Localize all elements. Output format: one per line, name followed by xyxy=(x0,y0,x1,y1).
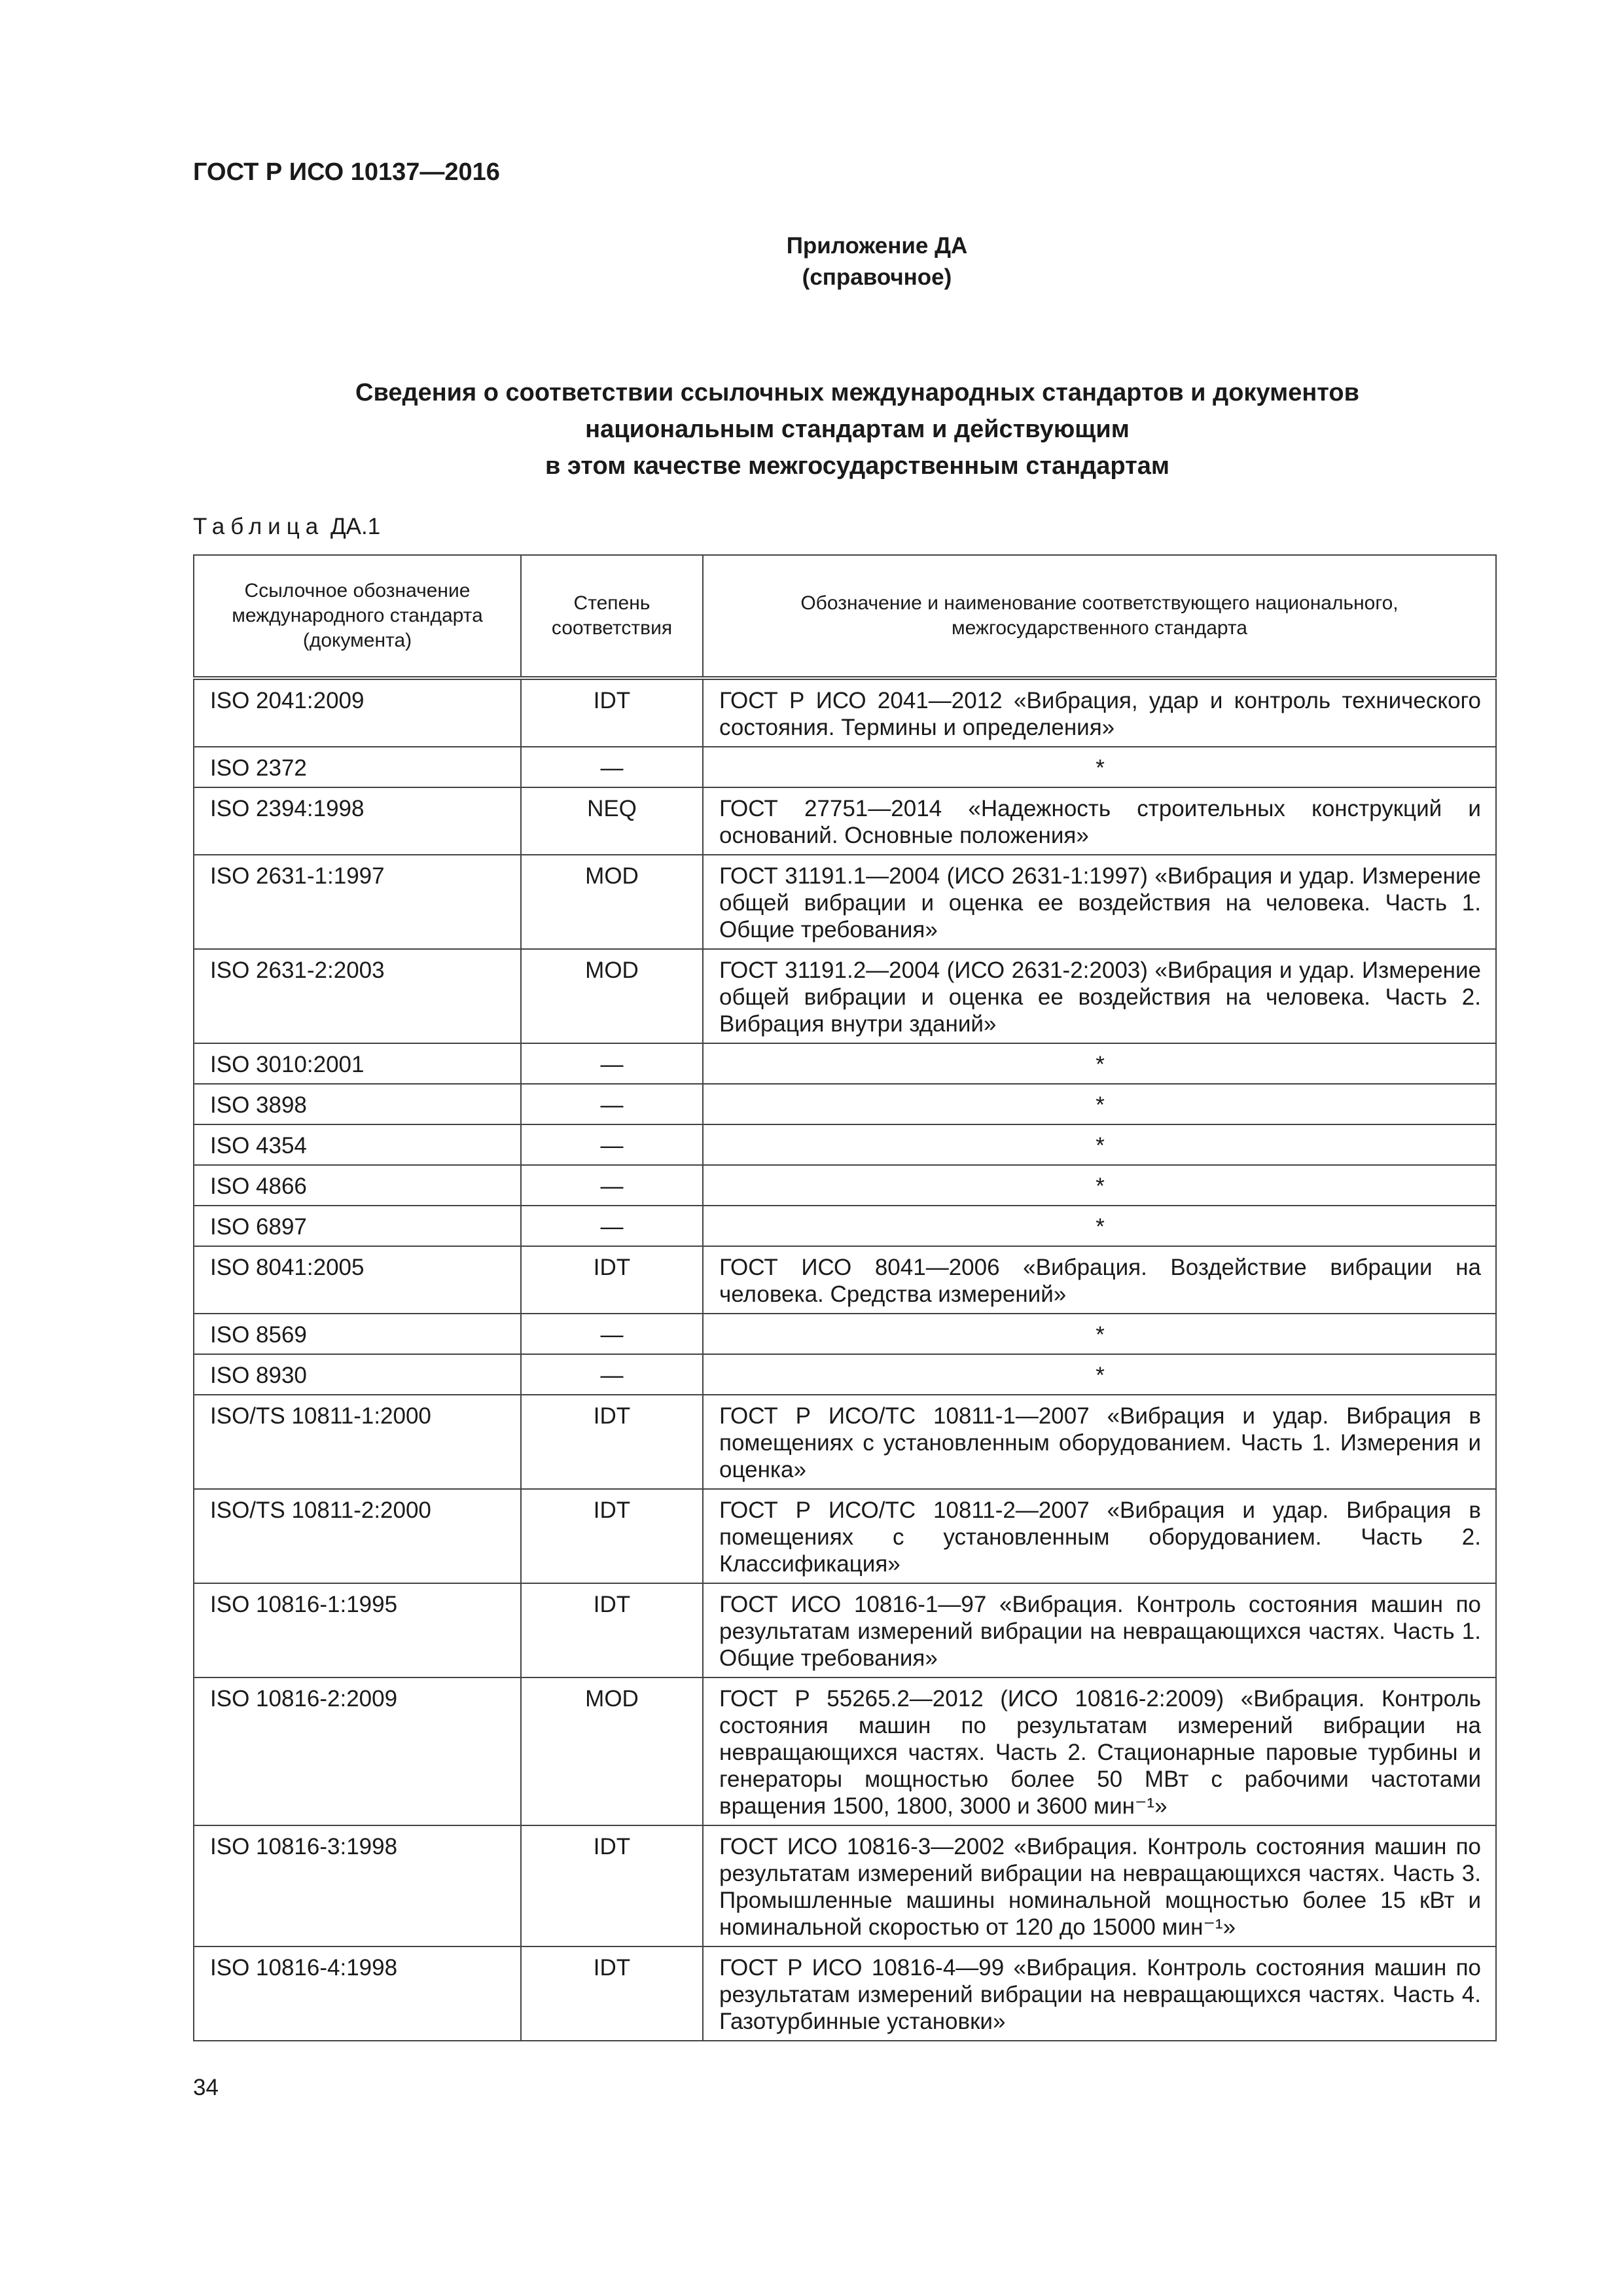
correspondence-table xyxy=(193,554,1497,2041)
cell-degree: IDT xyxy=(521,1489,703,1583)
cell-national-standard: ГОСТ Р 55265.2—2012 (ИСО 10816-2:2009) «Вибрация. Контроль состояния машин по результатам измерений вибрации на невращающихся частях. Часть 2. Стационарные паровые турбины и генераторы мощностью более 50 МВт с рабочими частотами вращения 1500, 1800, 3000 и 3600 мин⁻¹» xyxy=(703,1677,1496,1825)
cell-degree: — xyxy=(521,1043,703,1084)
table-row xyxy=(194,1124,1496,1165)
cell-national-standard: * xyxy=(703,1043,1496,1084)
cell-reference: ISO 6897 xyxy=(194,1206,521,1246)
table-row xyxy=(194,1583,1496,1677)
cell-degree: — xyxy=(521,1314,703,1354)
cell-degree: IDT xyxy=(521,1395,703,1489)
table-caption-word: Таблица xyxy=(193,514,325,539)
cell-reference: ISO 10816-1:1995 xyxy=(194,1583,521,1677)
cell-degree: MOD xyxy=(521,1677,703,1825)
cell-national-standard: ГОСТ 31191.2—2004 (ИСО 2631-2:2003) «Вибрация и удар. Измерение общей вибрации и оценка ее воздействия на человека. Часть 2. Вибрация внутри зданий» xyxy=(703,949,1496,1043)
table-row xyxy=(194,1677,1496,1825)
cell-reference: ISO/TS 10811-2:2000 xyxy=(194,1489,521,1583)
cell-reference: ISO 3010:2001 xyxy=(194,1043,521,1084)
page-number: 34 xyxy=(193,2075,219,2100)
cell-reference: ISO 2041:2009 xyxy=(194,678,521,747)
header-national-standard: Обозначение и наименование соответствующего национального, межгосударственного стандарта xyxy=(703,555,1496,678)
table-row xyxy=(194,1206,1496,1246)
cell-degree: — xyxy=(521,1084,703,1124)
table-row xyxy=(194,1084,1496,1124)
table-row xyxy=(194,1489,1496,1583)
table-row xyxy=(194,787,1496,855)
appendix-type: (справочное) xyxy=(802,264,952,290)
table-row xyxy=(194,1825,1496,1946)
cell-reference: ISO 2372 xyxy=(194,747,521,787)
cell-national-standard: ГОСТ ИСО 10816-3—2002 «Вибрация. Контроль состояния машин по результатам измерений вибрации на невращающихся частях. Часть 3. Промышленные машины номинальной мощностью более 15 кВт и номинальной скоростью от 120 до 15000 мин⁻¹» xyxy=(703,1825,1496,1946)
cell-degree: MOD xyxy=(521,855,703,949)
cell-degree: — xyxy=(521,747,703,787)
cell-national-standard: ГОСТ Р ИСО/ТС 10811-2—2007 «Вибрация и удар. Вибрация в помещениях с установленным оборудованием. Часть 2. Классификация» xyxy=(703,1489,1496,1583)
section-title-line-1: Сведения о соответствии ссылочных международных стандартов и документов xyxy=(355,379,1359,406)
cell-degree: IDT xyxy=(521,1946,703,2041)
cell-reference: ISO 3898 xyxy=(194,1084,521,1124)
cell-national-standard: ГОСТ 27751—2014 «Надежность строительных конструкций и оснований. Основные положения» xyxy=(703,787,1496,855)
table-body xyxy=(194,678,1496,2041)
cell-reference: ISO 8569 xyxy=(194,1314,521,1354)
table-row xyxy=(194,855,1496,949)
cell-reference: ISO 8041:2005 xyxy=(194,1246,521,1314)
cell-degree: MOD xyxy=(521,949,703,1043)
appendix-heading xyxy=(0,230,1623,293)
cell-national-standard: * xyxy=(703,1354,1496,1395)
section-title xyxy=(0,374,1623,484)
cell-reference: ISO 4354 xyxy=(194,1124,521,1165)
cell-degree: — xyxy=(521,1124,703,1165)
cell-reference: ISO 2631-1:1997 xyxy=(194,855,521,949)
cell-reference: ISO 2394:1998 xyxy=(194,787,521,855)
cell-national-standard: * xyxy=(703,1124,1496,1165)
cell-national-standard: ГОСТ ИСО 10816-1—97 «Вибрация. Контроль состояния машин по результатам измерений вибрации на невращающихся частях. Часть 1. Общие требования» xyxy=(703,1583,1496,1677)
cell-national-standard: * xyxy=(703,1206,1496,1246)
table-row xyxy=(194,1246,1496,1314)
table-row xyxy=(194,1946,1496,2041)
cell-national-standard: * xyxy=(703,1084,1496,1124)
cell-degree: IDT xyxy=(521,678,703,747)
cell-reference: ISO 10816-3:1998 xyxy=(194,1825,521,1946)
cell-reference: ISO 4866 xyxy=(194,1165,521,1206)
section-title-line-2: национальным стандартам и действующим xyxy=(585,416,1130,443)
table-header-row xyxy=(194,555,1496,678)
cell-national-standard: ГОСТ 31191.1—2004 (ИСО 2631-1:1997) «Вибрация и удар. Измерение общей вибрации и оценка ее воздействия на человека. Часть 1. Общие требования» xyxy=(703,855,1496,949)
table-row xyxy=(194,1395,1496,1489)
table-row xyxy=(194,678,1496,747)
cell-reference: ISO 2631-2:2003 xyxy=(194,949,521,1043)
cell-reference: ISO 8930 xyxy=(194,1354,521,1395)
cell-national-standard: ГОСТ Р ИСО/ТС 10811-1—2007 «Вибрация и удар. Вибрация в помещениях с установленным оборудованием. Часть 1. Измерения и оценка» xyxy=(703,1395,1496,1489)
cell-national-standard: ГОСТ ИСО 8041—2006 «Вибрация. Воздействие вибрации на человека. Средства измерений» xyxy=(703,1246,1496,1314)
table-caption-number: ДА.1 xyxy=(330,514,381,539)
table-row xyxy=(194,747,1496,787)
table-caption xyxy=(193,514,380,540)
cell-degree: IDT xyxy=(521,1583,703,1677)
header-reference-designation: Ссылочное обозначение международного стандарта (документа) xyxy=(194,555,521,678)
cell-degree: IDT xyxy=(521,1246,703,1314)
table-row xyxy=(194,949,1496,1043)
cell-degree: NEQ xyxy=(521,787,703,855)
cell-degree: IDT xyxy=(521,1825,703,1946)
appendix-title: Приложение ДА xyxy=(786,233,968,259)
table-row xyxy=(194,1165,1496,1206)
cell-national-standard: * xyxy=(703,747,1496,787)
document-code: ГОСТ Р ИСО 10137—2016 xyxy=(193,158,500,186)
cell-degree: — xyxy=(521,1354,703,1395)
cell-national-standard: ГОСТ Р ИСО 2041—2012 «Вибрация, удар и контроль технического состояния. Термины и определения» xyxy=(703,678,1496,747)
table-row xyxy=(194,1354,1496,1395)
cell-reference: ISO 10816-4:1998 xyxy=(194,1946,521,2041)
cell-national-standard: * xyxy=(703,1314,1496,1354)
cell-national-standard: * xyxy=(703,1165,1496,1206)
cell-reference: ISO 10816-2:2009 xyxy=(194,1677,521,1825)
table-row xyxy=(194,1314,1496,1354)
section-title-line-3: в этом качестве межгосударственным стандартам xyxy=(544,452,1169,480)
cell-degree: — xyxy=(521,1165,703,1206)
cell-national-standard: ГОСТ Р ИСО 10816-4—99 «Вибрация. Контроль состояния машин по результатам измерений вибрации на невращающихся частях. Часть 4. Газотурбинные установки» xyxy=(703,1946,1496,2041)
header-degree-of-conformity: Степень соответствия xyxy=(521,555,703,678)
cell-reference: ISO/TS 10811-1:2000 xyxy=(194,1395,521,1489)
table-row xyxy=(194,1043,1496,1084)
cell-degree: — xyxy=(521,1206,703,1246)
